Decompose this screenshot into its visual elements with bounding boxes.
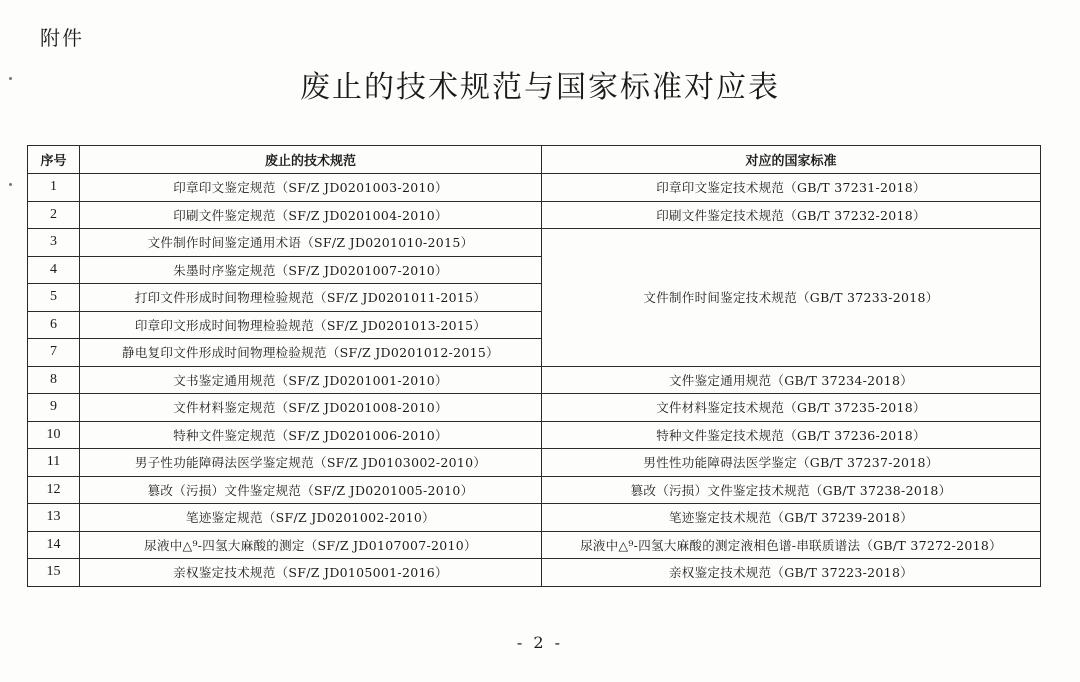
national-standard-cell-merged: 文件制作时间鉴定技术规范（GB/T 37233-2018） [542,229,1041,367]
row-seq: 3 [28,229,80,257]
row-seq: 6 [28,311,80,339]
abolished-spec-cell: 文书鉴定通用规范（SF/Z JD0201001-2010） [80,366,542,394]
table-row [28,229,1041,257]
national-standard-cell: 篡改（污损）文件鉴定技术规范（GB/T 37238-2018） [542,476,1041,504]
table-row [28,449,1041,477]
row-seq: 15 [28,559,80,587]
abolished-spec-cell: 尿液中△⁹-四氢大麻酸的测定（SF/Z JD0107007-2010） [80,531,542,559]
table-row [28,559,1041,587]
abolished-spec-cell: 亲权鉴定技术规范（SF/Z JD0105001-2016） [80,559,542,587]
row-seq: 12 [28,476,80,504]
table-row [28,531,1041,559]
national-standard-cell: 尿液中△⁹-四氢大麻酸的测定液相色谱-串联质谱法（GB/T 37272-2018） [542,531,1041,559]
national-standard-cell: 文件材料鉴定技术规范（GB/T 37235-2018） [542,394,1041,422]
row-seq: 4 [28,256,80,284]
row-seq: 2 [28,201,80,229]
attachment-label: 附件 [40,26,84,50]
abolished-spec-cell: 文件制作时间鉴定通用术语（SF/Z JD0201010-2015） [80,229,542,257]
header-national-standard: 对应的国家标准 [542,146,1041,174]
row-seq: 7 [28,339,80,367]
table-row [28,201,1041,229]
national-standard-cell: 特种文件鉴定技术规范（GB/T 37236-2018） [542,421,1041,449]
row-seq: 1 [28,174,80,202]
document-title: 废止的技术规范与国家标准对应表 [300,70,780,105]
header-abolished-spec: 废止的技术规范 [80,146,542,174]
header-seq: 序号 [28,146,80,174]
row-seq: 10 [28,421,80,449]
national-standard-cell: 印章印文鉴定技术规范（GB/T 37231-2018） [542,174,1041,202]
table-row [28,394,1041,422]
row-seq: 11 [28,449,80,477]
abolished-spec-cell: 特种文件鉴定规范（SF/Z JD0201006-2010） [80,421,542,449]
national-standard-cell: 男性性功能障碍法医学鉴定（GB/T 37237-2018） [542,449,1041,477]
table-row [28,476,1041,504]
margin-mark [9,183,12,186]
row-seq: 9 [28,394,80,422]
row-seq: 8 [28,366,80,394]
table-row [28,421,1041,449]
national-standard-cell: 印刷文件鉴定技术规范（GB/T 37232-2018） [542,201,1041,229]
abolished-spec-cell: 男子性功能障碍法医学鉴定规范（SF/Z JD0103002-2010） [80,449,542,477]
table-row [28,504,1041,532]
abolished-spec-cell: 打印文件形成时间物理检验规范（SF/Z JD0201011-2015） [80,284,542,312]
table-header-row [28,146,1041,174]
standards-correspondence-table [27,145,1041,587]
abolished-spec-cell: 朱墨时序鉴定规范（SF/Z JD0201007-2010） [80,256,542,284]
national-standard-cell: 文件鉴定通用规范（GB/T 37234-2018） [542,366,1041,394]
abolished-spec-cell: 笔迹鉴定规范（SF/Z JD0201002-2010） [80,504,542,532]
abolished-spec-cell: 印刷文件鉴定规范（SF/Z JD0201004-2010） [80,201,542,229]
abolished-spec-cell: 文件材料鉴定规范（SF/Z JD0201008-2010） [80,394,542,422]
national-standard-cell: 亲权鉴定技术规范（GB/T 37223-2018） [542,559,1041,587]
table-row [28,366,1041,394]
row-seq: 5 [28,284,80,312]
row-seq: 14 [28,531,80,559]
table-row [28,174,1041,202]
abolished-spec-cell: 篡改（污损）文件鉴定规范（SF/Z JD0201005-2010） [80,476,542,504]
abolished-spec-cell: 印章印文鉴定规范（SF/Z JD0201003-2010） [80,174,542,202]
row-seq: 13 [28,504,80,532]
page-number: - 2 - [516,633,564,652]
national-standard-cell: 笔迹鉴定技术规范（GB/T 37239-2018） [542,504,1041,532]
abolished-spec-cell: 印章印文形成时间物理检验规范（SF/Z JD0201013-2015） [80,311,542,339]
abolished-spec-cell: 静电复印文件形成时间物理检验规范（SF/Z JD0201012-2015） [80,339,542,367]
